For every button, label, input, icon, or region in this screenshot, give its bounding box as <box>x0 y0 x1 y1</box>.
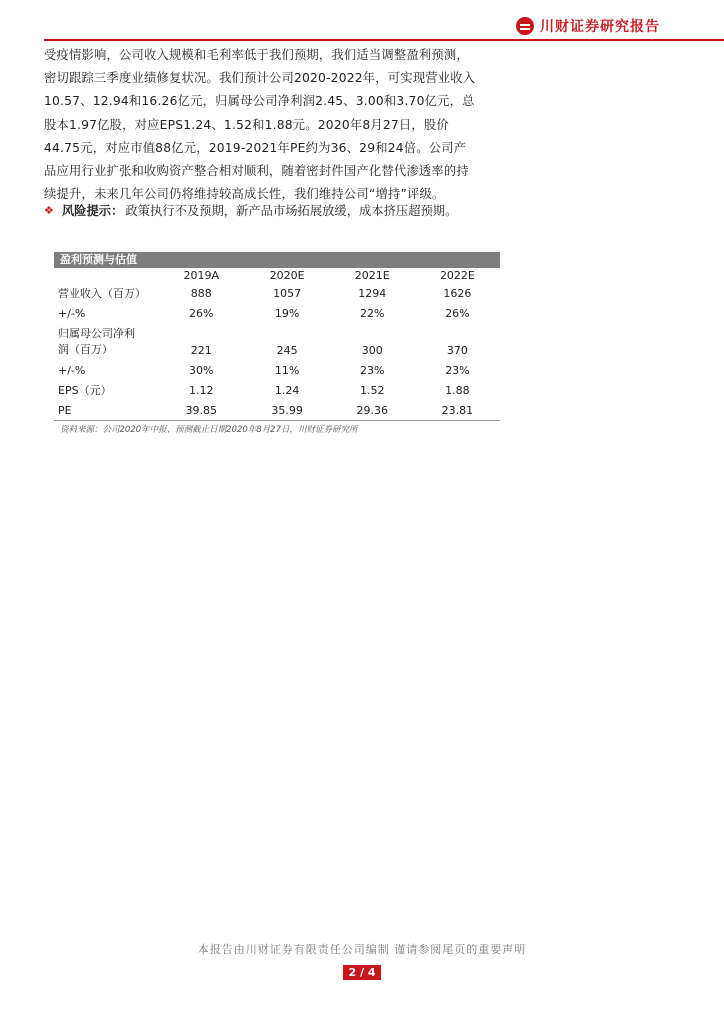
table-cell: 23.81 <box>441 403 474 417</box>
paragraph-line: 品应用行业扩张和收购资产整合相对顺利，随着密封件国产化替代渗透率的持 <box>44 164 469 179</box>
row-label: EPS（元） <box>58 384 112 397</box>
table-cell: 1.12 <box>189 383 214 397</box>
table-cell: 23% <box>445 363 470 377</box>
table-cell: 1.52 <box>360 383 385 397</box>
table-row <box>54 283 500 303</box>
brand-title: 川财证券研究报告 <box>540 19 660 35</box>
table-row <box>54 303 500 323</box>
table-cell: 221 <box>190 344 212 357</box>
table-row <box>54 323 500 360</box>
row-label: +/-% <box>58 306 86 320</box>
table-cell: 888 <box>190 286 212 300</box>
table-cell: 26% <box>189 306 214 320</box>
column-header: 2019A <box>183 269 220 282</box>
risk-label: 风险提示： <box>61 204 124 218</box>
table-cell: 370 <box>446 344 468 357</box>
row-label-line: 润（百万） <box>58 342 113 356</box>
diamond-bullet-icon: ❖ <box>44 204 54 217</box>
forecast-table <box>54 268 500 421</box>
column-header: 2020E <box>269 269 305 282</box>
table-cell: 29.36 <box>356 403 388 417</box>
paragraph-line: 密切跟踪三季度业绩修复状况。我们预计公司2020-2022年，可实现营业收入 <box>44 71 476 86</box>
brand <box>516 16 660 36</box>
table-cell: 19% <box>274 306 300 320</box>
risk-text: 政策执行不及预期，新产品市场拓展放缓，成本挤压超预期。 <box>125 204 458 218</box>
table-cell: 1294 <box>358 286 387 300</box>
table-cell: 26% <box>445 306 470 320</box>
table-row <box>54 380 500 400</box>
table-cell: 23% <box>360 363 385 377</box>
paragraph-line: 续提升，未来几年公司仍将维持较高成长性，我们维持公司“增持”评级。 <box>44 187 445 202</box>
header-blank <box>54 268 158 283</box>
column-header: 2021E <box>354 269 390 282</box>
table-cell: 1057 <box>273 286 302 300</box>
table-cell: 22% <box>360 306 385 320</box>
table-cell: 11% <box>274 363 300 377</box>
page-header <box>0 0 724 40</box>
row-label <box>54 323 158 360</box>
table-row <box>54 360 500 380</box>
column-header: 2022E <box>439 269 475 282</box>
analysis-paragraph <box>44 44 500 206</box>
row-label: +/-% <box>58 363 86 377</box>
row-label-line: 归属母公司净利 <box>58 326 135 340</box>
row-label: 营业收入（百万） <box>58 287 146 300</box>
paragraph-line: 股本1.97亿股，对应EPS1.24、1.52和1.88元。2020年8月27日，股价 <box>44 117 449 132</box>
table-row <box>54 400 500 421</box>
risk-warning <box>44 203 457 219</box>
paragraph-line: 受疫情影响，公司收入规模和毛利率低于我们预期，我们适当调整盈利预测， <box>44 48 469 62</box>
page-footer <box>0 941 724 980</box>
header-divider <box>44 39 724 41</box>
paragraph-line: 44.75元，对应市值88亿元，2019-2021年PE约为36、29和24倍。公司产 <box>44 140 467 155</box>
table-cell: 30% <box>189 363 214 377</box>
table-cell: 1.24 <box>274 383 300 397</box>
table-cell: 35.99 <box>271 403 303 417</box>
page-number: 2 / 4 <box>343 965 382 980</box>
table-header-row <box>54 268 500 283</box>
company-logo-icon <box>516 17 534 35</box>
forecast-table-section <box>54 252 500 435</box>
table-title: 盈利预测与估值 <box>54 252 500 268</box>
paragraph-line: 10.57、12.94和16.26亿元，归属母公司净利润2.45、3.00和3.70亿元，总 <box>44 94 475 109</box>
table-cell: 245 <box>276 344 298 357</box>
table-cell: 1.88 <box>445 383 470 397</box>
table-cell: 1626 <box>443 286 472 300</box>
footer-disclaimer: 本报告由川财证券有限责任公司编制 谨请参阅尾页的重要声明 <box>197 943 527 956</box>
table-cell: 39.85 <box>185 403 218 417</box>
table-source-note: 资料来源：公司2020年中报、预测截止日期2020年8月27日，川财证券研究所 <box>60 425 358 435</box>
table-cell: 300 <box>361 344 383 357</box>
row-label: PE <box>58 403 72 417</box>
